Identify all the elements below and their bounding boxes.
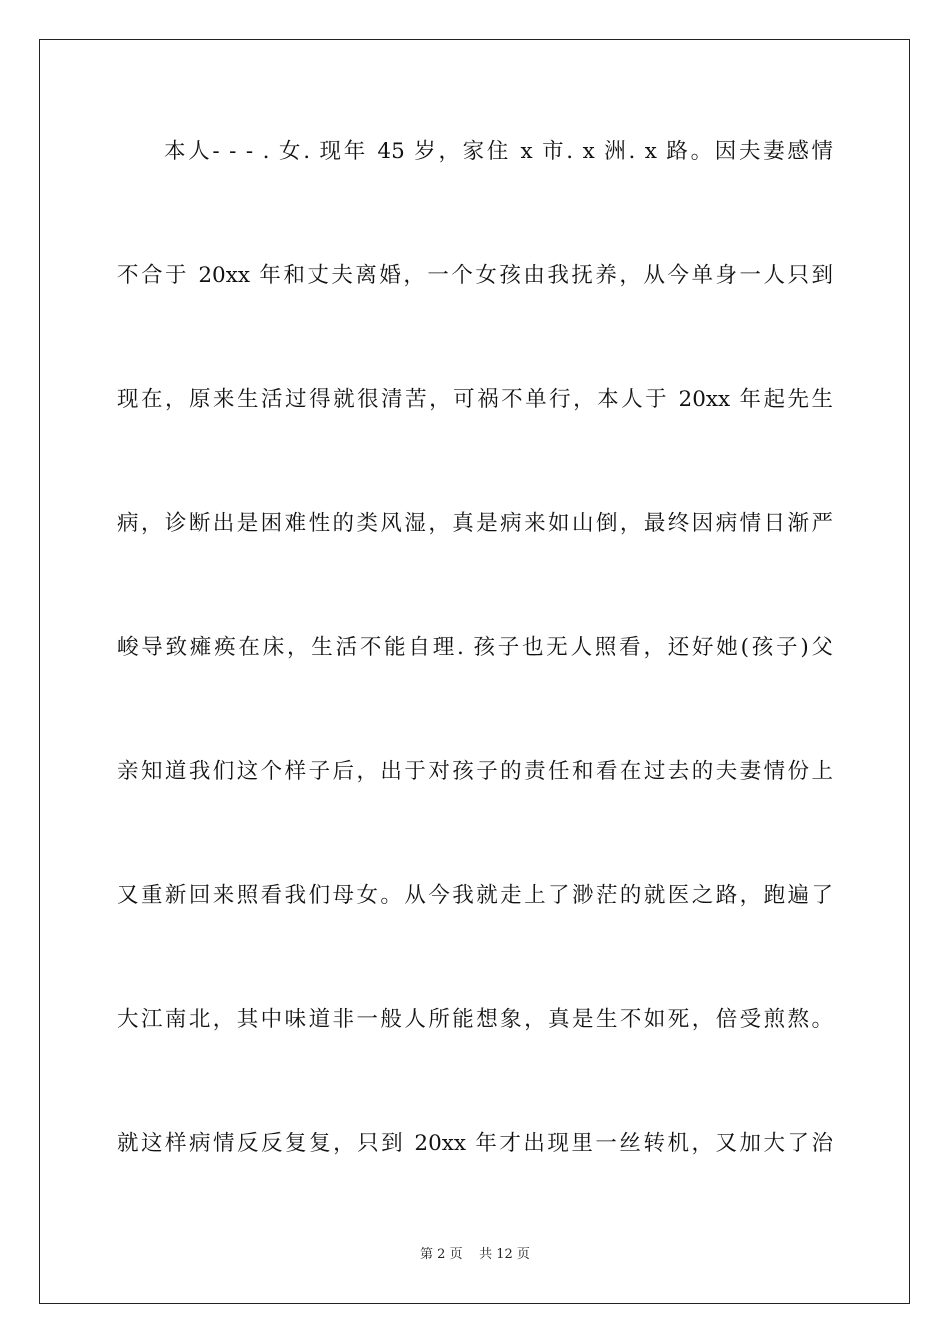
page-total: 共 12 页 xyxy=(479,1247,530,1262)
text-line: 本人- - - . 女. 现年 45 岁，家住 x 市. x 洲. x 路。因夫妻感情 xyxy=(164,139,833,164)
page-border xyxy=(39,39,910,1304)
text-line: 峻导致瘫痪在床，生活不能自理. 孩子也无人照看，还好她(孩子)父 xyxy=(117,635,833,660)
text-line: 现在，原来生活过得就很清苦，可祸不单行，本人于 20xx 年起先生 xyxy=(117,387,833,412)
text-line: 病，诊断出是困难性的类风湿，真是病来如山倒，最终因病情日渐严 xyxy=(117,511,833,536)
text-line: 亲知道我们这个样子后，出于对孩子的责任和看在过去的夫妻情份上 xyxy=(117,759,833,784)
page-footer xyxy=(0,1246,950,1264)
text-line: 大江南北，其中味道非一般人所能想象，真是生不如死，倍受煎熬。 xyxy=(117,1007,833,1032)
page-number: 第 2 页 xyxy=(420,1247,463,1262)
text-line: 就这样病情反反复复，只到 20xx 年才出现里一丝转机，又加大了治 xyxy=(117,1131,833,1156)
text-line: 又重新回来照看我们母女。从今我就走上了渺茫的就医之路，跑遍了 xyxy=(117,883,833,908)
text-line: 不合于 20xx 年和丈夫离婚，一个女孩由我抚养，从今单身一人只到 xyxy=(117,263,833,288)
